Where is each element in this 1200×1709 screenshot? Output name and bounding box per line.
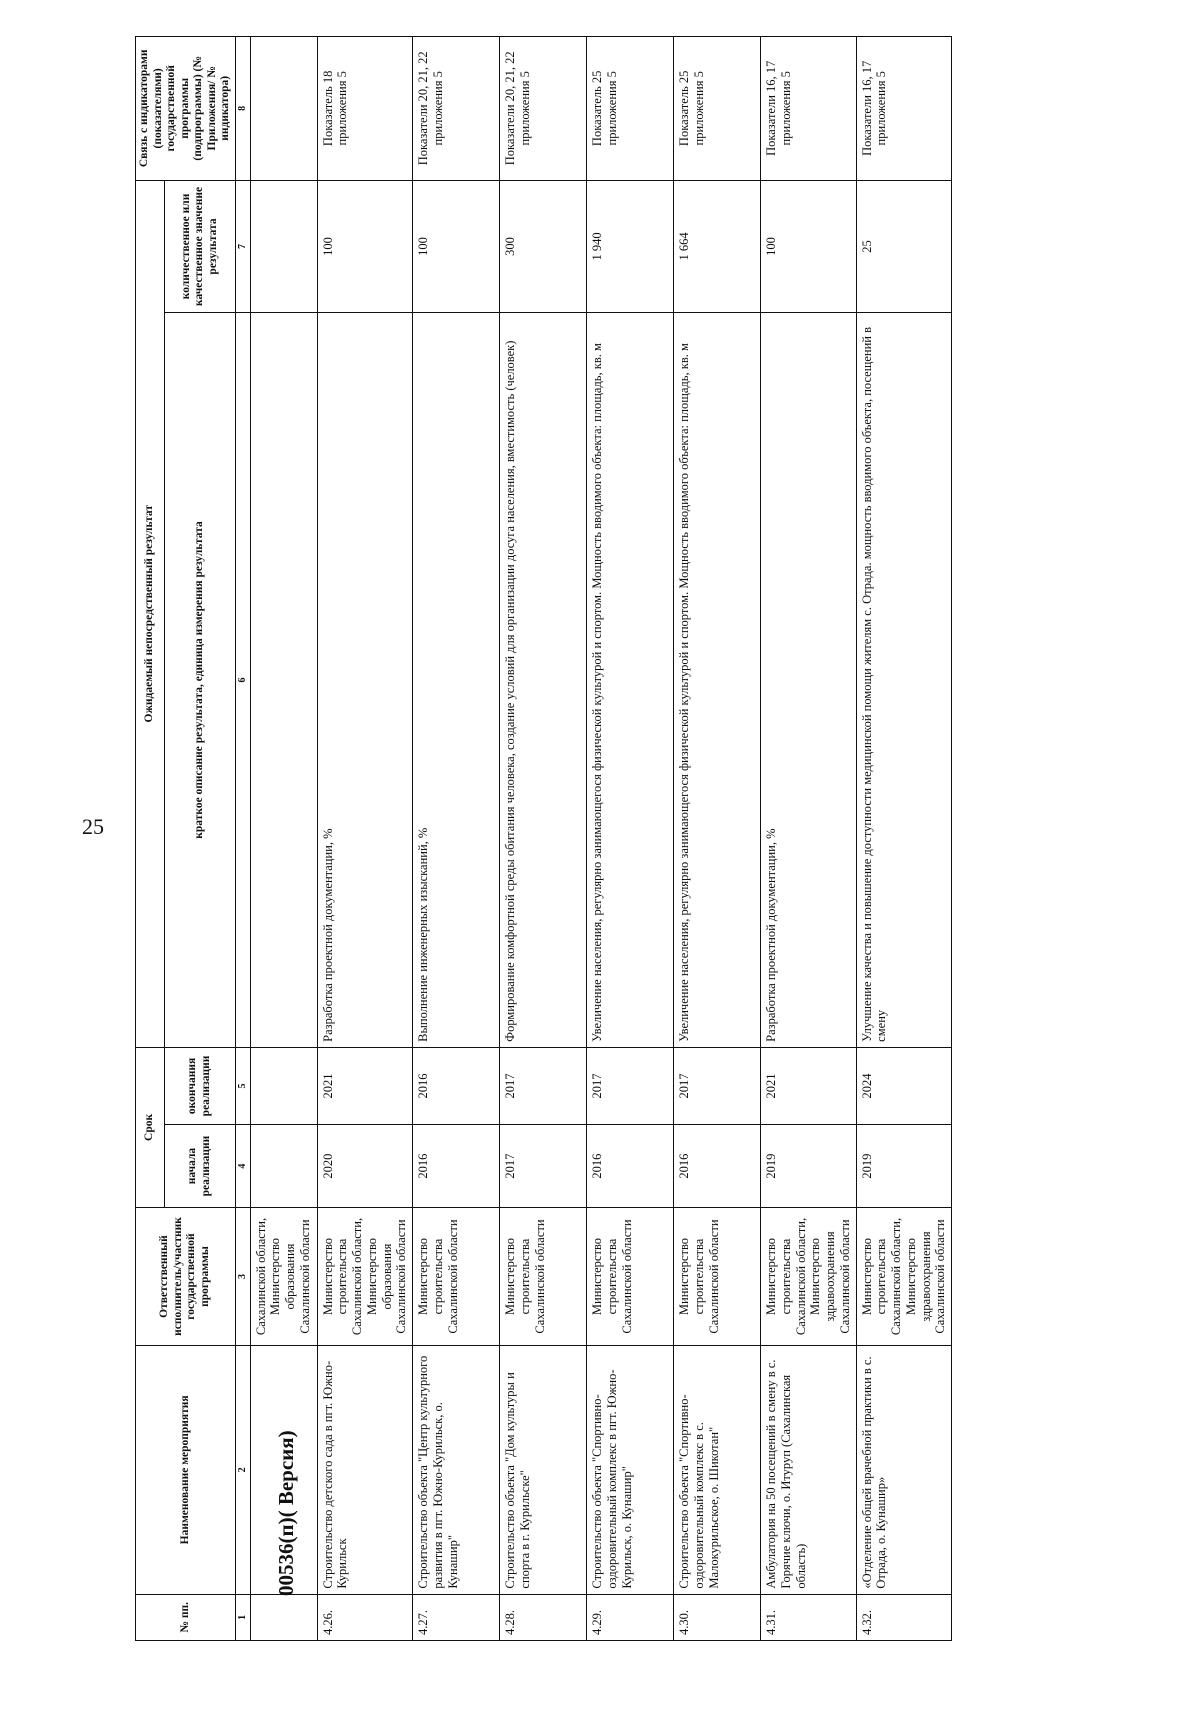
column-number: 7	[235, 180, 250, 313]
cell-num: 4.28.	[500, 1594, 587, 1640]
cell-responsible: Министерство строительства Сахалинской области	[674, 1207, 761, 1345]
cell-link: Показатель 25 приложения 5	[587, 37, 674, 181]
column-number: 4	[235, 1125, 250, 1208]
cell-name: Строительство объекта "Спортивно-оздоровительный комплекс в пгт. Южно-Курильск, о. Кунашир"	[587, 1346, 674, 1595]
cell-name: Строительство детского сада в пгт. Южно-Курильск	[317, 1346, 413, 1595]
cell-description: Разработка проектной документации, %	[317, 313, 413, 1048]
cell-responsible: Министерство строительства Сахалинской области	[500, 1207, 587, 1345]
cell-quantity: 100	[761, 180, 857, 313]
cell-quantity: 1 940	[587, 180, 674, 313]
cell-num: 4.26.	[317, 1594, 413, 1640]
cell-end: 2024	[856, 1047, 952, 1124]
cell-description: Увеличение населения, регулярно занимающегося физической культурой и спортом. Мощность вводимого объекта: площадь, кв. м	[587, 313, 674, 1048]
cell-link: Показатели 16, 17 приложения 5	[856, 37, 952, 181]
header-term: Срок	[136, 1047, 165, 1207]
table-row	[317, 37, 413, 1641]
header-end: окончания реализации	[164, 1047, 235, 1124]
cell-start: 2016	[587, 1125, 674, 1208]
table-row	[674, 37, 761, 1641]
cell-description: Выполнение инженерных изысканий, %	[413, 313, 500, 1048]
cell-link: Показатель 25 приложения 5	[674, 37, 761, 181]
cell-link: Показатель 18 приложения 5	[317, 37, 413, 181]
cell-start: 2016	[413, 1125, 500, 1208]
header-link: Связь с индикаторами (показателями) государственной программы (подпрограммы) (№ Приложения/ № индикатора)	[136, 37, 236, 181]
cell-end: 2016	[413, 1047, 500, 1124]
table-row	[413, 37, 500, 1641]
column-number: 8	[235, 37, 250, 181]
cell-description: Разработка проектной документации, %	[761, 313, 857, 1048]
cell-start: 2019	[761, 1125, 857, 1208]
cell-link: Показатели 20, 21, 22 приложения 5	[500, 37, 587, 181]
cell-name: «Отделение общей врачебной практики в с. Отрада, о. Кунашир»	[856, 1346, 952, 1595]
cell-quantity: 100	[317, 180, 413, 313]
cell-start: 2020	[317, 1125, 413, 1208]
header-quantity: количественное или качественное значение результата	[164, 180, 235, 313]
cell-responsible: Министерство строительства Сахалинской области, Министерство здравоохранения Сахалинской области	[761, 1207, 857, 1345]
column-number: 3	[235, 1207, 250, 1345]
cell-responsible: Министерство строительства Сахалинской области	[413, 1207, 500, 1345]
page-number: 25	[82, 814, 104, 839]
cell-num: 4.32.	[856, 1594, 952, 1640]
column-number: 2	[235, 1346, 250, 1595]
cell-end: 2017	[587, 1047, 674, 1124]
header-responsible: Ответственный исполнитель/участник государственной программы	[136, 1207, 236, 1345]
cell-end: 2021	[317, 1047, 413, 1124]
cell-quantity: 25	[856, 180, 952, 313]
cell-name: Строительство объекта "Спортивно-оздоровительный комплекс в с. Малокурильское, о. Шикотан"	[674, 1346, 761, 1595]
table-row-continuation	[250, 37, 317, 1641]
cell-num: 4.29.	[587, 1594, 674, 1640]
program-measures-table	[135, 36, 952, 1641]
cell-quantity: 300	[500, 180, 587, 313]
cell-responsible: Министерство строительства Сахалинской области, Министерство образования Сахалинской области	[317, 1207, 413, 1345]
table-row	[500, 37, 587, 1641]
cell-end: 2021	[761, 1047, 857, 1124]
cell-start: 2016	[674, 1125, 761, 1208]
document-footer-code: 00536(п)( Версия)	[274, 1430, 298, 1596]
column-number: 1	[235, 1594, 250, 1640]
cell-num: 4.30.	[674, 1594, 761, 1640]
cell-start: 2017	[500, 1125, 587, 1208]
cell-responsible: Министерство строительства Сахалинской области	[587, 1207, 674, 1345]
column-number: 6	[235, 313, 250, 1048]
header-start: начала реализации	[164, 1125, 235, 1208]
header-result: Ожидаемый непосредственный результат	[136, 180, 165, 1047]
cell-link: Показатели 20, 21, 22 приложения 5	[413, 37, 500, 181]
column-numbers-row	[235, 37, 250, 1641]
cell-responsible: Министерство строительства Сахалинской области, Министерство здравоохранения Сахалинской области	[856, 1207, 952, 1345]
cell-description: Формирование комфортной среды обитания человека, создание условий для организации досуга населения, вместимость (человек)	[500, 313, 587, 1048]
cell-end: 2017	[674, 1047, 761, 1124]
cell-quantity: 100	[413, 180, 500, 313]
cell-responsible: Сахалинской области, Министерство образования Сахалинской области	[250, 1207, 317, 1345]
cell-start: 2019	[856, 1125, 952, 1208]
column-number: 5	[235, 1047, 250, 1124]
table-row	[856, 37, 952, 1641]
cell-name: Строительство объекта "Дом культуры и спорта в г. Курильске"	[500, 1346, 587, 1595]
cell-end: 2017	[500, 1047, 587, 1124]
rotated-table-wrapper	[135, 36, 1200, 1641]
cell-quantity: 1 664	[674, 180, 761, 313]
cell-link: Показатели 16, 17 приложения 5	[761, 37, 857, 181]
cell-description: Увеличение населения, регулярно занимающегося физической культурой и спортом. Мощность вводимого объекта: площадь, кв. м	[674, 313, 761, 1048]
cell-name: Амбулатория на 50 посещений в смену в с. Горячие ключи, о. Итуруп (Сахалинская область)	[761, 1346, 857, 1595]
cell-num: 4.27.	[413, 1594, 500, 1640]
header-description: краткое описание результата, единица измерения результата	[164, 313, 235, 1048]
header-name: Наименование мероприятия	[136, 1346, 236, 1595]
cell-num: 4.31.	[761, 1594, 857, 1640]
cell-name: Строительство объекта "Центр культурного развития в пгт. Южно-Курильск, о. Кунашир"	[413, 1346, 500, 1595]
cell-description: Улучшение качества и повышение доступности медицинской помощи жителям с. Отрада. мощность вводимого объекта, посещений в смену	[856, 313, 952, 1048]
header-num: № пп.	[136, 1594, 236, 1640]
table-row	[587, 37, 674, 1641]
table-row	[761, 37, 857, 1641]
